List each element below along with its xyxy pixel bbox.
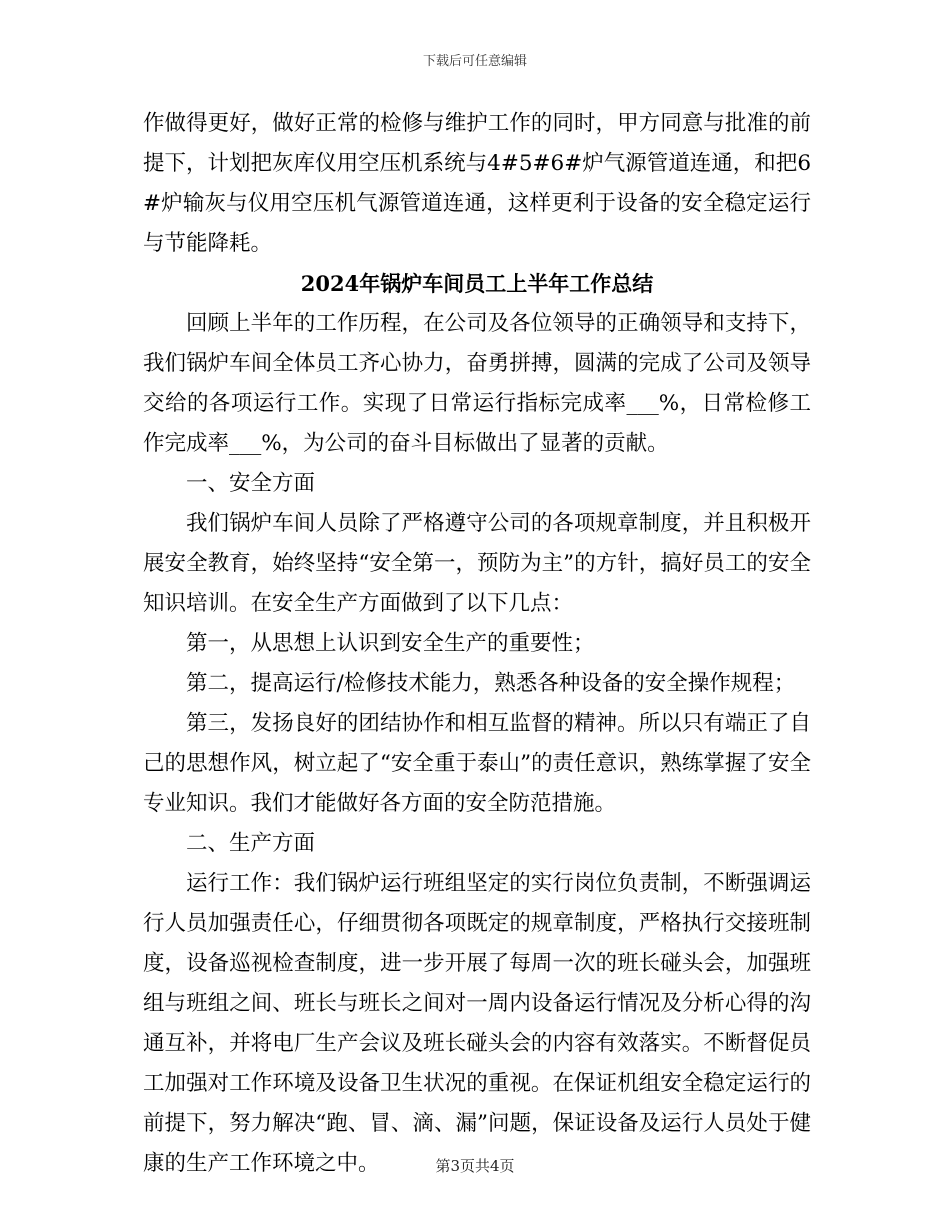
page-footer: 第3页共4页 [435, 1157, 515, 1175]
safety-point-1: 第一，从思想上认识到安全生产的重要性； [186, 631, 595, 656]
heading-production: 二、生产方面 [186, 831, 316, 856]
section-title: 2024年锅炉车间员工上半年工作总结 [300, 271, 654, 296]
document-body [143, 104, 811, 1184]
safety-paragraph: 我们锅炉车间人员除了严格遵守公司的各项规章制度，并且积极开展安全教育，始终坚持“安全第一，预防为主”的方针，搞好员工的安全知识培训。在安全生产方面做到了以下几点： [143, 511, 811, 616]
safety-point-3: 第三，发扬良好的团结协作和相互监督的精神。所以只有端正了自己的思想作风，树立起了“安全重于泰山”的责任意识，熟练掌握了安全专业知识。我们才能做好各方面的安全防范措施。 [143, 711, 811, 816]
heading-safety: 一、安全方面 [186, 471, 316, 496]
intro-paragraph: 回顾上半年的工作历程，在公司及各位领导的正确领导和支持下，我们锅炉车间全体员工齐心协力，奋勇拼搏，圆满的完成了公司及领导交给的各项运行工作。实现了日常运行指标完成率___%，日常检修工作完成率___%，为公司的奋斗目标做出了显著的贡献。 [143, 311, 811, 456]
production-paragraph: 运行工作：我们锅炉运行班组坚定的实行岗位负责制，不断强调运行人员加强责任心，仔细贯彻各项既定的规章制度，严格执行交接班制度，设备巡视检查制度，进一步开展了每周一次的班长碰头会，加强班组与班组之间、班长与班长之间对一周内设备运行情况及分析心得的沟通互补，并将电厂生产会议及班长碰头会的内容有效落实。不断督促员工加强对工作环境及设备卫生状况的重视。在保证机组安全稳定运行的前提下，努力解决“跑、冒、滴、漏”问题，保证设备及运行人员处于健康的生产工作环境之中。 [143, 871, 811, 1176]
safety-point-2: 第二，提高运行/检修技术能力，熟悉各种设备的安全操作规程； [186, 671, 796, 696]
page-header-note: 下载后可任意编辑 [422, 54, 527, 69]
continuation-paragraph: 作做得更好，做好正常的检修与维护工作的同时，甲方同意与批准的前提下，计划把灰库仪用空压机系统与4#5#6#炉气源管道连通，和把6#炉输灰与仪用空压机气源管道连通，这样更利于设备的安全稳定运行与节能降耗。 [143, 111, 811, 256]
